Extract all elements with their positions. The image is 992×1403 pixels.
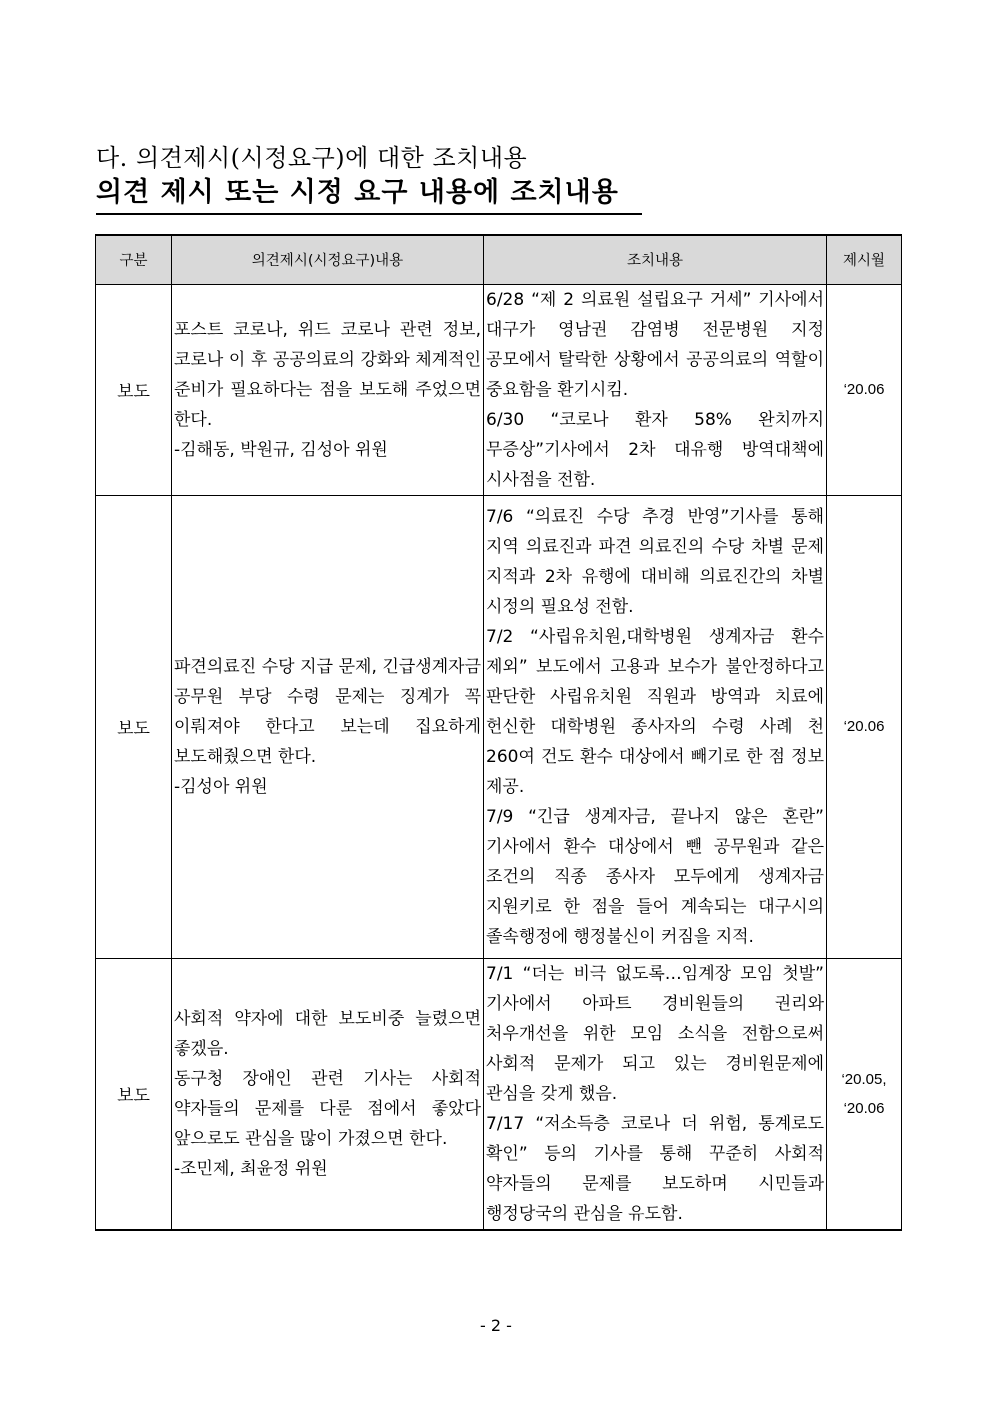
header-opinion: 의견제시(시정요구)내용 bbox=[172, 235, 484, 284]
action-item: 7/6 “의료진 수당 추경 반영”기사를 통해 지역 의료진과 파견 의료진의 수당 차별 문제 지적과 2차 유행에 대비해 의료진간의 차별 시정의 필요성 전함. bbox=[486, 506, 824, 617]
opinion-members: -김성아 위원 bbox=[174, 776, 268, 797]
opinion-text: 포스트 코로나, 위드 코로나 관련 정보, 코로나 이 후 공공의료의 강화와 체계적인 준비가 필요하다는 점을 보도해 주었으면 한다. bbox=[174, 319, 481, 430]
document-title-wrapper bbox=[96, 176, 642, 215]
row-month bbox=[827, 958, 902, 1230]
table-row bbox=[96, 958, 902, 1230]
page-number: - 2 - bbox=[480, 1316, 512, 1335]
row-category: 보도 bbox=[96, 284, 172, 495]
measures-table bbox=[95, 234, 902, 1231]
action-item: 6/28 “제 2 의료원 설립요구 거세” 기사에서 대구가 영남권 감염병 전문병원 지정 공모에서 탈락한 상황에서 공공의료의 역할이 중요함을 환기시킴. bbox=[486, 289, 824, 400]
row-opinion bbox=[172, 284, 484, 495]
table-header-row bbox=[96, 235, 902, 284]
row-opinion bbox=[172, 495, 484, 958]
action-item: 6/30 “코로나 환자 58% 완치까지 무증상”기사에서 2차 대유행 방역대책에 시사점을 전함. bbox=[486, 409, 824, 490]
document-title: 의견 제시 또는 시정 요구 내용에 조치내용 bbox=[96, 177, 619, 208]
header-action: 조치내용 bbox=[484, 235, 827, 284]
opinion-text: 파견의료진 수당 지급 문제, 긴급생계자금 공무원 부당 수령 문제는 징계가 꼭 이뤄져야 한다고 보는데 집요하게 보도해줬으면 한다. bbox=[174, 656, 481, 767]
header-month: 제시월 bbox=[827, 235, 902, 284]
table-row bbox=[96, 495, 902, 958]
header-category: 구분 bbox=[96, 235, 172, 284]
section-heading: 다. 의견제시(시정요구)에 대한 조치내용 bbox=[96, 144, 528, 172]
row-action bbox=[484, 495, 827, 958]
row-category: 보도 bbox=[96, 495, 172, 958]
table-row bbox=[96, 284, 902, 495]
action-item: 7/17 “저소득층 코로나 더 위험, 통계로도 확인” 등의 기사를 통해 꾸준히 사회적 약자들의 문제를 보도하며 시민들과 행정당국의 관심을 유도함. bbox=[486, 1113, 824, 1224]
opinion-members: -조민제, 최윤정 위원 bbox=[174, 1158, 328, 1179]
action-item: 7/9 “긴급 생계자금, 끝나지 않은 혼란” 기사에서 환수 대상에서 뺀 공무원과 같은 조건의 직종 종사자 모두에게 생계자금 지원키로 한 점을 들어 계속되는 대구시의 졸속행정에 행정불신이 커짐을 지적. bbox=[486, 806, 824, 947]
row-action bbox=[484, 958, 827, 1230]
opinion-text: 동구청 장애인 관련 기사는 사회적 약자들의 문제를 다룬 점에서 좋았다 앞으로도 관심을 많이 가졌으면 한다. bbox=[174, 1068, 481, 1149]
row-action bbox=[484, 284, 827, 495]
action-item: 7/1 “더는 비극 없도록…임계장 모임 첫발” 기사에서 아파트 경비원들의 권리와 처우개선을 위한 모임 소식을 전함으로써 사회적 문제가 되고 있는 경비원문제에 관심을 갖게 했음. bbox=[486, 963, 824, 1104]
month-value: ‘20.06 bbox=[843, 381, 885, 398]
row-month bbox=[827, 495, 902, 958]
row-month bbox=[827, 284, 902, 495]
month-value: ‘20.06 bbox=[843, 718, 885, 735]
month-value: ‘20.06 bbox=[843, 1099, 885, 1117]
action-item: 7/2 “사립유치원,대학병원 생계자금 환수 제외” 보도에서 고용과 보수가 불안정하다고 판단한 사립유치원 직원과 방역과 치료에 헌신한 대학병원 종사자의 수령 사례 천 260여 건도 환수 대상에서 빼기로 한 점 정보 제공. bbox=[486, 626, 824, 797]
row-opinion bbox=[172, 958, 484, 1230]
opinion-members: -김해동, 박원규, 김성아 위원 bbox=[174, 439, 388, 460]
row-category: 보도 bbox=[96, 958, 172, 1230]
opinion-text: 사회적 약자에 대한 보도비중 늘렸으면 좋겠음. bbox=[174, 1008, 481, 1059]
month-value: ‘20.05, bbox=[841, 1070, 887, 1088]
